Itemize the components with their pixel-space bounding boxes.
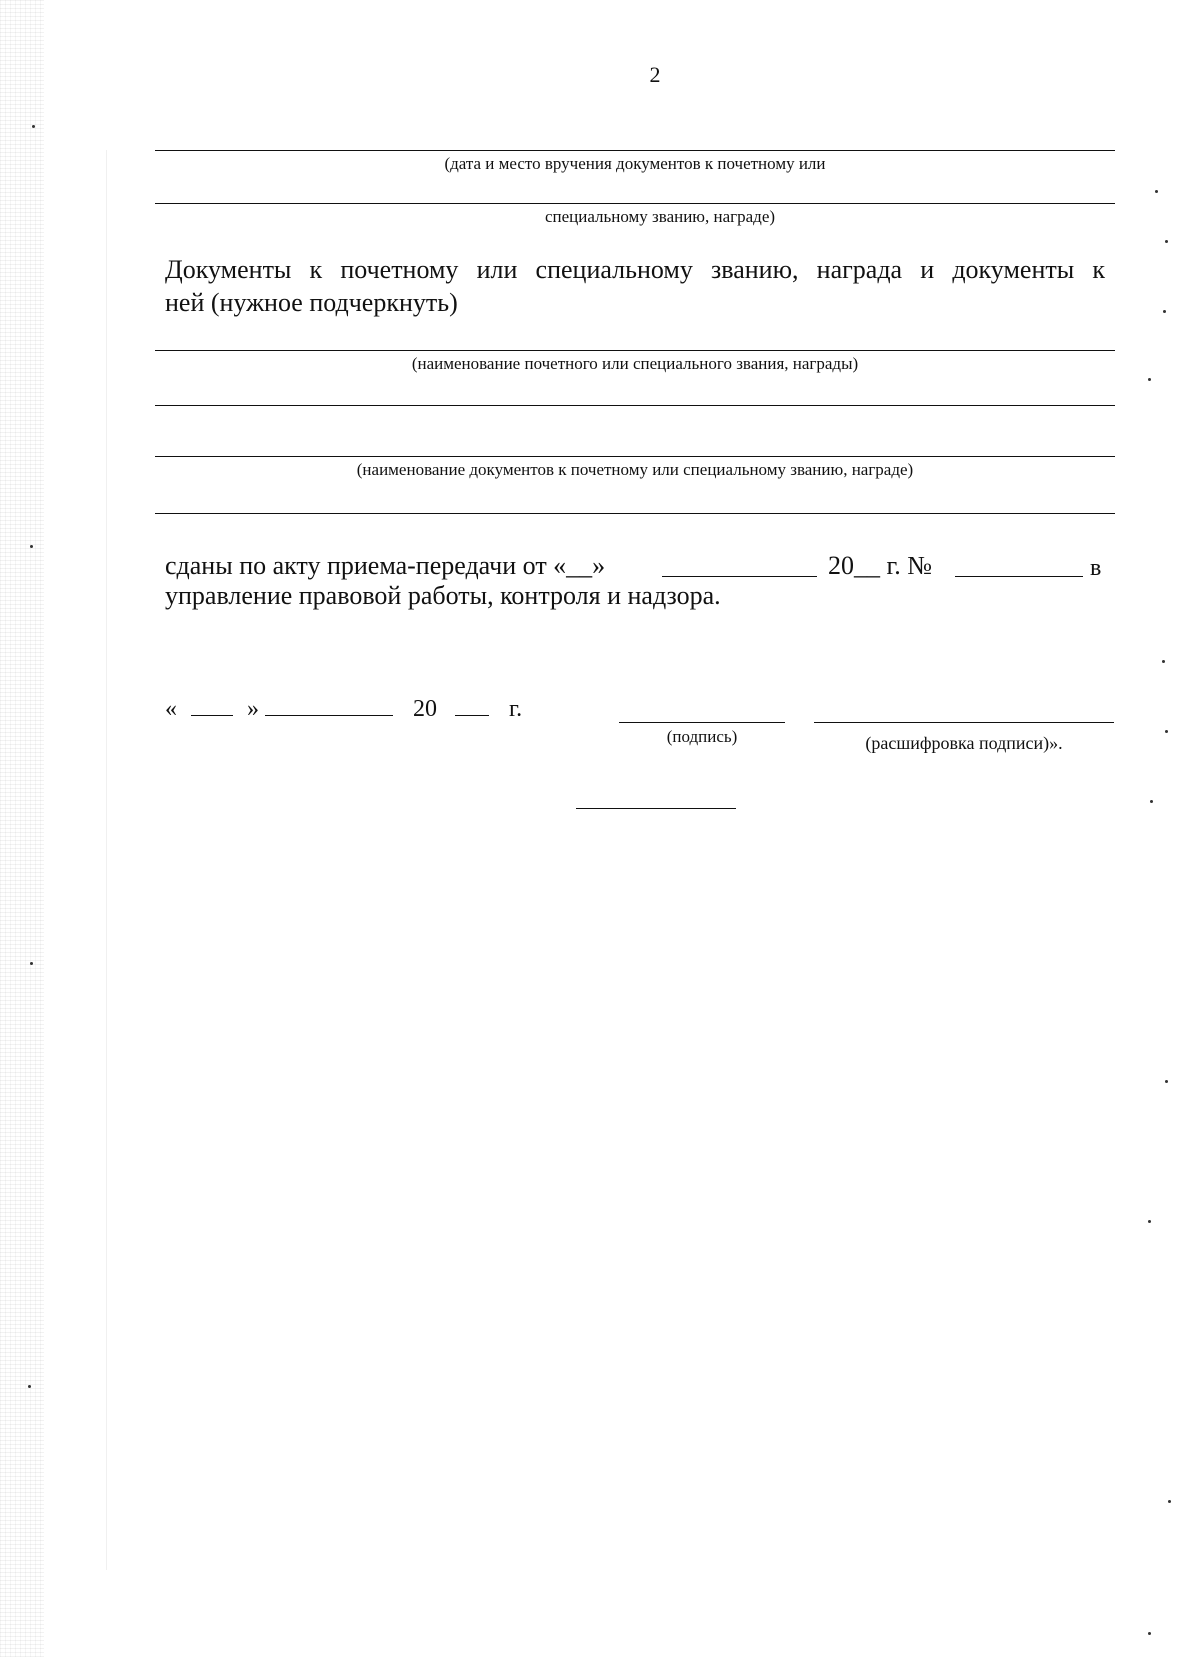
scan-speck [1162, 660, 1165, 663]
date-day-blank [191, 693, 233, 716]
scan-speck [1165, 730, 1168, 733]
documents-name-caption: (наименование документов к почетному или специальному званию, награде) [356, 460, 914, 479]
date-open-quote: « [165, 696, 177, 722]
handover-month-blank [662, 576, 817, 577]
scan-speck [1165, 240, 1168, 243]
documents-paragraph-line-2: ней (нужное подчеркнуть) [165, 288, 458, 317]
handover-act-text: сданы по акту приема-передачи от «__» [165, 551, 606, 580]
date-year-suffix: г. [509, 696, 523, 722]
documents-name-extra-line [155, 513, 1115, 514]
scan-speck [1148, 1220, 1151, 1223]
scan-edge-noise [0, 0, 44, 1657]
title-name-extra-line [155, 405, 1115, 406]
documents-name-fill-line [155, 456, 1115, 457]
documents-paragraph-line-1: Документы к почетному или специальному званию, награда и документы к [165, 255, 1105, 284]
scan-speck [1165, 1080, 1168, 1083]
scan-speck [1163, 310, 1166, 313]
scan-speck [1148, 378, 1151, 381]
scan-speck [30, 962, 33, 965]
date-place-caption-2: специальному званию, награде) [544, 207, 776, 226]
signature-decode-caption: (расшифровка подписи)». [865, 733, 1063, 753]
date-year-prefix: 20 [413, 696, 437, 722]
date-place-fill-line-1 [155, 150, 1115, 151]
signature-caption: (подпись) [666, 727, 738, 746]
page-number: 2 [649, 62, 661, 87]
date-year-blank [455, 693, 489, 716]
signature-date-field [165, 693, 522, 723]
scan-speck [1150, 800, 1153, 803]
date-close-quote: » [247, 696, 259, 722]
handover-department-text: управление правовой работы, контроля и надзора. [165, 581, 721, 610]
scan-speck [1155, 190, 1158, 193]
title-name-caption: (наименование почетного или специального звания, награды) [411, 354, 859, 373]
title-name-fill-line [155, 350, 1115, 351]
scan-speck [1148, 1632, 1151, 1635]
scan-speck [1168, 1500, 1171, 1503]
scan-speck [32, 125, 35, 128]
end-separator-line [576, 808, 736, 809]
scan-speck [30, 545, 33, 548]
handover-number-blank [955, 576, 1083, 577]
scan-artifact-line [106, 150, 107, 1570]
signature-fill-line [619, 722, 785, 723]
date-place-fill-line-2 [155, 203, 1115, 204]
date-month-blank [265, 693, 393, 716]
scan-speck [28, 1385, 31, 1388]
handover-in-text: в [1090, 555, 1102, 581]
signature-decode-fill-line [814, 722, 1114, 723]
handover-year-number-text: 20__ г. № [828, 551, 933, 580]
date-place-caption-1: (дата и место вручения документов к почетному или [444, 154, 826, 173]
